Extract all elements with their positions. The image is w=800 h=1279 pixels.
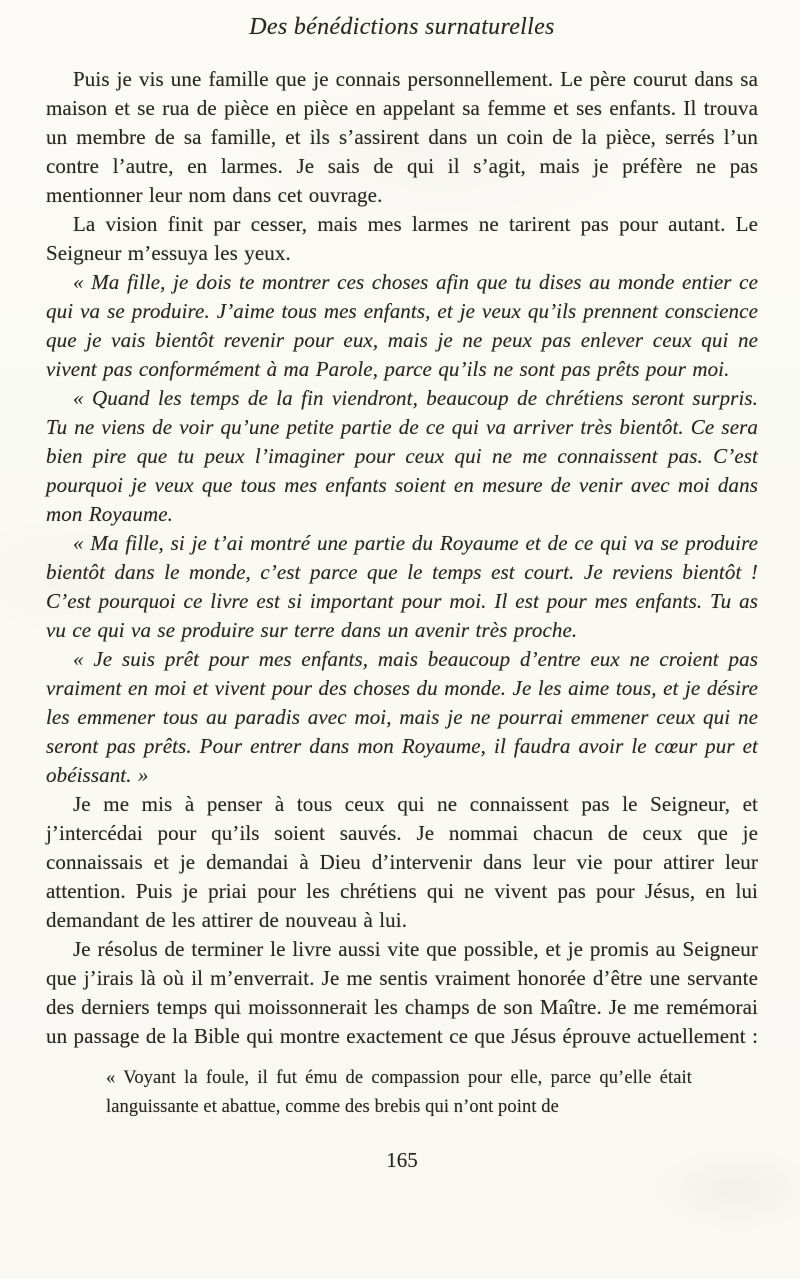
body-text xyxy=(46,65,758,1122)
paragraph: La vision finit par cesser, mais mes larmes ne tarirent pas pour autant. Le Seigneur m’essuya les yeux. xyxy=(46,212,758,265)
bible-block-quote: « Voyant la foule, il fut ému de compassion pour elle, parce qu’elle était languissante et abattue, comme des brebis qui n’ont point de xyxy=(106,1068,692,1117)
paragraph: Je me mis à penser à tous ceux qui ne connaissent pas le Seigneur, et j’intercédai pour qu’ils soient sauvés. Je nommai chacun de ceux que je connaissais et je demandai à Dieu d’intervenir dans leur vie pour attirer leur attention. Puis je priai pour les chrétiens qui ne vivent pas pour Jésus, en lui demandant de les attirer de nouveau à lui. xyxy=(46,792,758,932)
paragraph-quote-speech: « Ma fille, je dois te montrer ces choses afin que tu dises au monde entier ce qui va se produire. J’aime tous mes enfants, et je veux qu’ils prennent conscience que je vais bientôt revenir pour eux, mais je ne peux pas enlever ceux qui ne vivent pas conformément à ma Parole, parce qu’ils ne sont pas prêts pour moi. xyxy=(46,270,758,381)
paragraph: Puis je vis une famille que je connais personnellement. Le père courut dans sa maison et se rua de pièce en pièce en appelant sa femme et ses enfants. Il trouva un membre de sa famille, et ils s’assirent dans un coin de la pièce, serrés l’un contre l’autre, en larmes. Je sais de qui il s’agit, mais je préfère ne pas mentionner leur nom dans cet ouvrage. xyxy=(46,67,758,207)
page-number: 165 xyxy=(386,1148,418,1172)
paragraph-quote-speech: « Quand les temps de la fin viendront, beaucoup de chrétiens seront surpris. Tu ne viens de voir qu’une petite partie de ce qui va arriver très bientôt. Ce sera bien pire que tu peux l’imaginer pour ceux qui ne me connaissent pas. C’est pourquoi je veux que tous mes enfants soient en mesure de venir avec moi dans mon Royaume. xyxy=(46,386,758,526)
page-title: Des bénédictions surnaturelles xyxy=(249,14,555,40)
paragraph-quote-speech: « Je suis prêt pour mes enfants, mais beaucoup d’entre eux ne croient pas vraiment en moi et vivent pour des choses du monde. Je les aime tous, et je désire les emmener tous au paradis avec moi, mais je ne pourrai emmener ceux qui ne seront pas prêts. Pour entrer dans mon Royaume, il faudra avoir le cœur pur et obéissant. » xyxy=(46,647,758,787)
paragraph: Je résolus de terminer le livre aussi vite que possible, et je promis au Seigneur que j’irais là où il m’enverrait. Je me sentis vraiment honorée d’être une servante des derniers temps qui moissonnerait les champs de son Maître. Je me remémorai un passage de la Bible qui montre exactement ce que Jésus éprouve actuellement : xyxy=(46,937,758,1048)
paragraph-quote-speech: « Ma fille, si je t’ai montré une partie du Royaume et de ce qui va se produire bientôt dans le monde, c’est parce que le temps est court. Je reviens bientôt ! C’est pourquoi ce livre est si important pour moi. Il est pour mes enfants. Tu as vu ce qui va se produire sur terre dans un avenir très proche. xyxy=(46,531,758,642)
